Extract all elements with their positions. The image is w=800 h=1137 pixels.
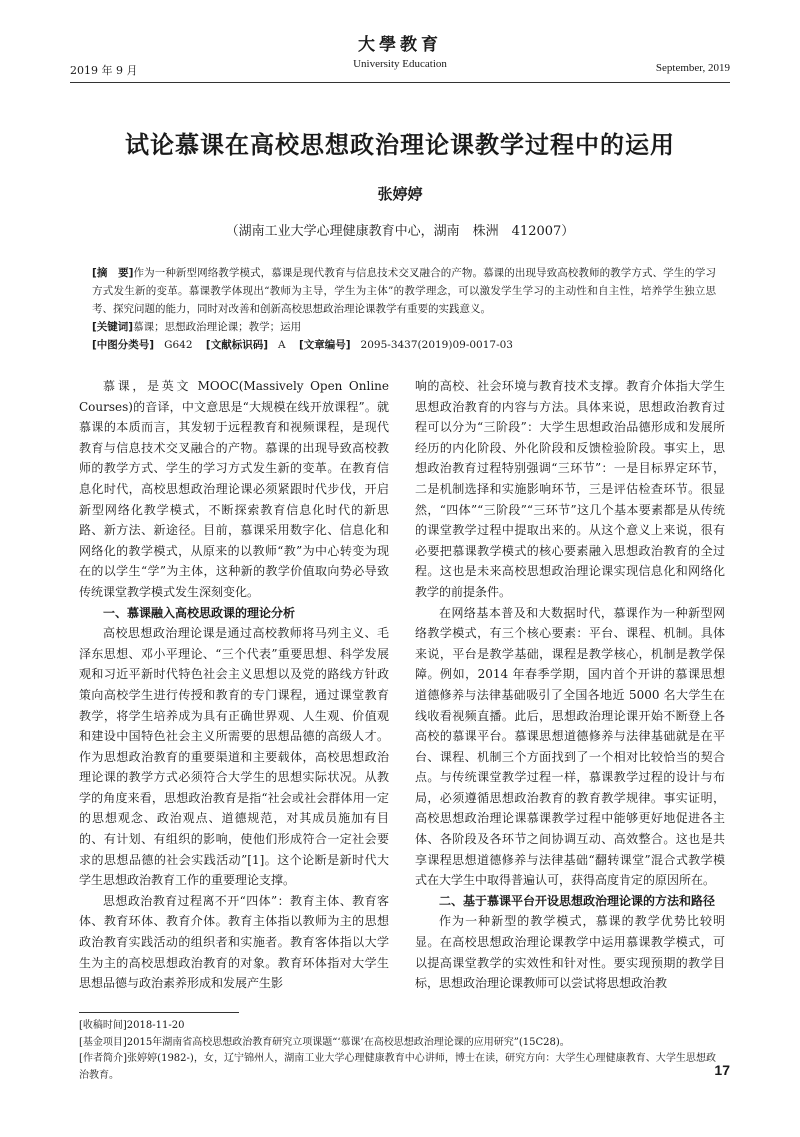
abstract-label: [摘 要] bbox=[92, 267, 134, 279]
article-title: 试论慕课在高校思想政治理论课教学过程中的运用 bbox=[125, 131, 675, 159]
body-paragraph: 思想政治教育过程离不开“四体”：教育主体、教育客体、教育环体、教育介体。教育主体指以教师为主的思想政治教育实践活动的组织者和实施者。教育客体指以大学生为主的高校思想政治教育的对象。教育环体指对大学生思想品德与政治素养形成和发展产生影 bbox=[79, 893, 389, 991]
section-heading: 一、慕课融入高校思政课的理论分析 bbox=[103, 605, 296, 620]
footnote-divider bbox=[79, 1012, 239, 1013]
article-number-label: [文章编号] bbox=[298, 339, 351, 351]
body-paragraph: 高校思想政治理论课是通过高校教师将马列主义、毛泽东思想、邓小平理论、“三个代表”重要思想、科学发展观和习近平新时代特色社会主义思想以及党的路线方针政策向高校学生进行传授和教育的专门课程，通过课堂教育教学，将学生培养成为具有正确世界观、人生观、价值观和建设中国特色社会主义所需要的思想品德的高级人才。作为思想政治教育的重要渠道和主要载体，高校思想政治理论课的教学方式必须符合大学生的思想实际状况。从教学的角度来看，思想政治教育是指“社会或社会群体用一定的思想观念、政治观点、道德规范，对其成员施加有目的、有计划、有组织的影响，使他们形成符合一定社会要求的思想品德的社会实践活动”[1]。这个论断是新时代大学生思想政治教育工作的重要理论支撑。 bbox=[79, 626, 389, 888]
issue-date-chinese: 2019 年 9 月 bbox=[70, 64, 138, 77]
article-author: 张婷婷 bbox=[377, 185, 423, 203]
footnotes bbox=[79, 1018, 716, 1084]
abstract-section bbox=[92, 264, 716, 354]
issue-date-english: September, 2019 bbox=[655, 62, 730, 74]
journal-brand: 大學教育 bbox=[358, 35, 442, 55]
journal-brand-english: University Education bbox=[353, 58, 447, 70]
footnote-fund: [基金项目]2015年湖南省高校思想政治教育研究立项课题“‘慕课’在高校思想政治理论课的应用研究”(15C28)。 bbox=[79, 1036, 570, 1048]
body-paragraph: 响的高校、社会环境与教育技术支撑。教育介体指大学生思想政治教育的内容与方法。具体来说，思想政治教育过程可以分为“三阶段”：大学生思想政治品德形成和发展所经历的内化阶段、外化阶段和反馈检验阶段。事实上，思想政治教育过程特别强调“三环节”：一是目标界定环节，二是机制选择和实施影响环节，三是评估检查环节。很显然，“四体”“三阶段”“三环节”这几个基本要素都是从传统的课堂教学过程中提取出来的。从这个意义上来说，很有必要把慕课教学模式的核心要素融入思想政治教育的全过程。这也是未来高校思想政治理论课实现信息化和网络化教学的前提条件。 bbox=[415, 379, 725, 599]
body-paragraph: 在网络基本普及和大数据时代，慕课作为一种新型网络教学模式，有三个核心要素：平台、课程、机制。具体来说，平台是教学基础，课程是教学核心，机制是教学保障。例如，2014 年春季学期，国内首个开讲的慕课思想道德修养与法律基础吸引了全国各地近 5000 名大学生在线收看视频直播。此后，思想政治理论课开始不断登上各高校的慕课平台。慕课思想道德修养与法律基础就是在平台、课程、机制三个方面找到了一个相对比较恰当的契合点。与传统课堂教学过程一样，慕课教学过程的设计与布局，必须遵循思想政治教育的教育教学规律。事实证明，高校思想政治理论课慕课教学过程中能够更好地促进各主体、各阶段及各环节之间协调互动、高效整合。这也是共享课程思想道德修养与法律基础“翻转课堂”混合式教学模式在大学生中取得普遍认可，获得高度肯定的原因所在。 bbox=[415, 605, 725, 888]
clc-value: G642 bbox=[164, 339, 193, 351]
body-column-right bbox=[415, 376, 725, 994]
article-number-value: 2095-3437(2019)09-0017-03 bbox=[360, 339, 513, 351]
author-affiliation: （湖南工业大学心理健康教育中心，湖南 株洲 412007） bbox=[225, 224, 575, 239]
footnote-author-bio: [作者简介]张婷婷(1982-)，女，辽宁锦州人，湖南工业大学心理健康教育中心讲师，博士在读，研究方向：大学生心理健康教育、大学生思想政治教育。 bbox=[79, 1053, 716, 1081]
section-heading: 二、基于慕课平台开设思想政治理论课的方法和路径 bbox=[439, 893, 716, 908]
body-column-left bbox=[79, 376, 389, 994]
journal-header bbox=[70, 28, 730, 84]
keywords-text: 慕课；思想政治理论课；教学；运用 bbox=[133, 321, 302, 333]
keywords-row bbox=[92, 318, 716, 336]
abstract bbox=[92, 264, 716, 318]
doc-code-label: [文献标识码] bbox=[205, 339, 268, 351]
footnote-received: [收稿时间]2018-11-20 bbox=[79, 1020, 185, 1031]
page-number: 17 bbox=[714, 1062, 730, 1078]
body-paragraph: 慕课，是英文 MOOC(Massively Open Online Courses)的音译，中文意思是“大规模在线开放课程”。就慕课的本质而言，其发轫于远程教育和视频课程，是现代教育与信息技术交叉融合的产物。慕课的出现导致高校教师的教学方式、学生的学习方式发生新的变革。在教育信息化时代，高校思想政治理论课必须紧跟时代步伐，开启新型网络化教学模式，不断探索教育信息化时代的新思路、新方法、新途径。目前，慕课采用数字化、信息化和网络化的教学模式，从原来的以教师“教”为中心转变为现在的以学生“学”为主体，这种新的教学价值取向势必导致传统课堂教学模式发生深刻变化。 bbox=[79, 379, 389, 599]
body-paragraph: 作为一种新型的教学模式，慕课的教学优势比较明显。在高校思想政治理论课教学中运用慕课教学模式，可以提高课堂教学的实效性和针对性。要实现预期的教学目标，思想政治理论课教师可以尝试将思想政治教 bbox=[415, 914, 725, 991]
header-divider bbox=[70, 82, 730, 83]
doc-code-value: A bbox=[278, 339, 286, 351]
abstract-text: 作为一种新型网络教学模式，慕课是现代教育与信息技术交叉融合的产物。慕课的出现导致高校教师的教学方式、学生的学习方式发生新的变革。慕课教学体现出“教师为主导，学生为主体”的教学理念，可以激发学生学习的主动性和自主性，培养学生独立思考、探究问题的能力，同时对改善和创新高校思想政治理论课教学有重要的实践意义。 bbox=[92, 267, 716, 315]
clc-label: [中图分类号] bbox=[92, 339, 155, 351]
classification-row bbox=[92, 336, 716, 354]
keywords-label: [关键词] bbox=[92, 321, 134, 333]
